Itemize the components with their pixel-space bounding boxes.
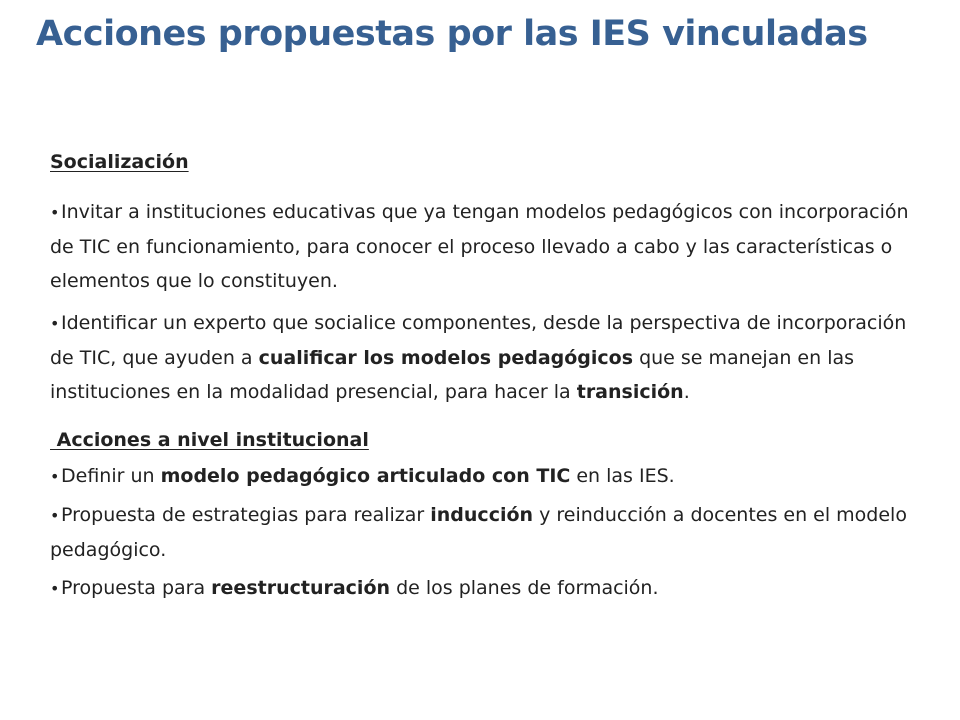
bullet-dot: • [50, 506, 60, 525]
bullet-text: Propuesta para [61, 577, 212, 599]
bullet-emphasis: cualificar los modelos pedagógicos [258, 347, 634, 369]
bullet-text: de los planes de formación. [390, 577, 659, 599]
bullet-text: que se manejan en las instituciones en la modalidad presencial, para hacer la [50, 347, 855, 403]
bullet-dot: • [50, 314, 60, 333]
slide-content [50, 145, 910, 610]
bullet-text: Definir un [61, 465, 161, 487]
bullet-item [50, 498, 910, 567]
bullet-dot: • [50, 203, 60, 222]
bullet-emphasis: inducción [430, 504, 534, 526]
bullet-item [50, 571, 910, 606]
bullet-item [50, 459, 910, 494]
bullet-dot: • [50, 579, 60, 598]
bullet-text: y reinducción a docentes en el modelo pedagógico. [50, 504, 907, 561]
bullet-emphasis: transición [576, 381, 684, 403]
bullet-emphasis: reestructuración [211, 577, 391, 599]
bullet-text: en las IES. [570, 465, 675, 487]
section-heading-acciones-institucional: Acciones a nivel institucional [50, 429, 369, 451]
bullet-text: Identificar un experto que socialice componentes, desde la perspectiva de incorporación de TIC, que ayuden a [50, 312, 907, 369]
bullet-emphasis: modelo pedagógico articulado con TIC [160, 465, 571, 487]
bullet-list-acciones [50, 459, 910, 606]
slide-title: Acciones propuestas por las IES vinculadas [36, 14, 868, 54]
bullet-text: Propuesta de estrategias para realizar [61, 504, 431, 526]
bullet-dot: • [50, 467, 60, 486]
bullet-item [50, 195, 910, 298]
bullet-item [50, 306, 910, 409]
bullet-text: Invitar a instituciones educativas que ya tengan modelos pedagógicos con incorporación de TIC en funcionamiento, para conocer el proceso llevado a cabo y las características o elementos que lo constituyen. [50, 201, 909, 292]
bullet-text: . [683, 381, 690, 403]
bullet-list-socializacion [50, 195, 910, 409]
section-heading-socializacion: Socialización [50, 151, 189, 173]
